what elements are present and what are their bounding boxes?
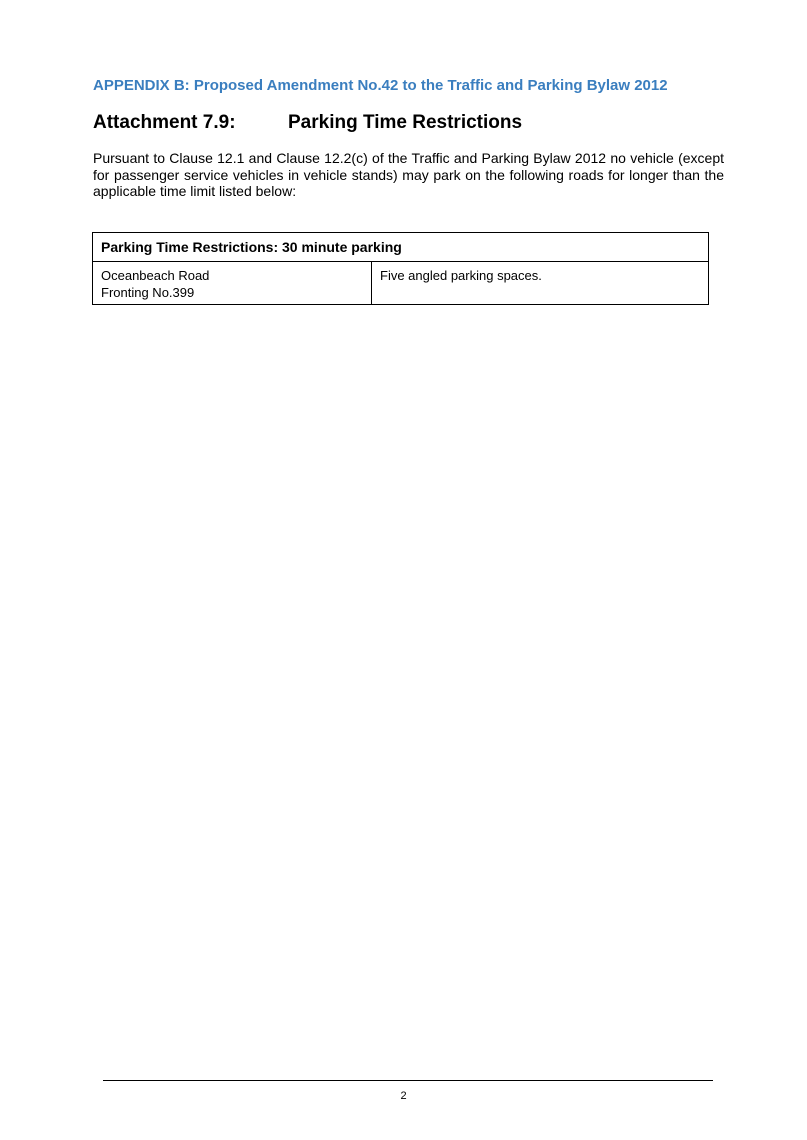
restriction-cell [372, 262, 709, 305]
appendix-heading: APPENDIX B: Proposed Amendment No.42 to the Traffic and Parking Bylaw 2012 [93, 77, 668, 94]
table-header: Parking Time Restrictions: 30 minute parking [93, 233, 709, 262]
attachment-heading [93, 112, 523, 134]
attachment-number: Attachment 7.9: [93, 112, 236, 133]
road-name: Oceanbeach Road [101, 268, 210, 283]
road-cell [93, 262, 372, 305]
page-number: 2 [400, 1090, 407, 1102]
restriction-text: Five angled parking spaces. [380, 268, 542, 283]
parking-restrictions-table [92, 232, 709, 305]
road-location: Fronting No.399 [101, 285, 195, 300]
intro-paragraph: Pursuant to Clause 12.1 and Clause 12.2(c) of the Traffic and Parking Bylaw 2012 no vehicle (except for passenger service vehicles in vehicle stands) may park on the following roads for longer than the applicable time limit listed below: [93, 150, 724, 199]
footer-divider [103, 1080, 713, 1081]
table-row [93, 262, 709, 305]
table-header-row [93, 233, 709, 262]
attachment-title: Parking Time Restrictions [288, 112, 523, 133]
